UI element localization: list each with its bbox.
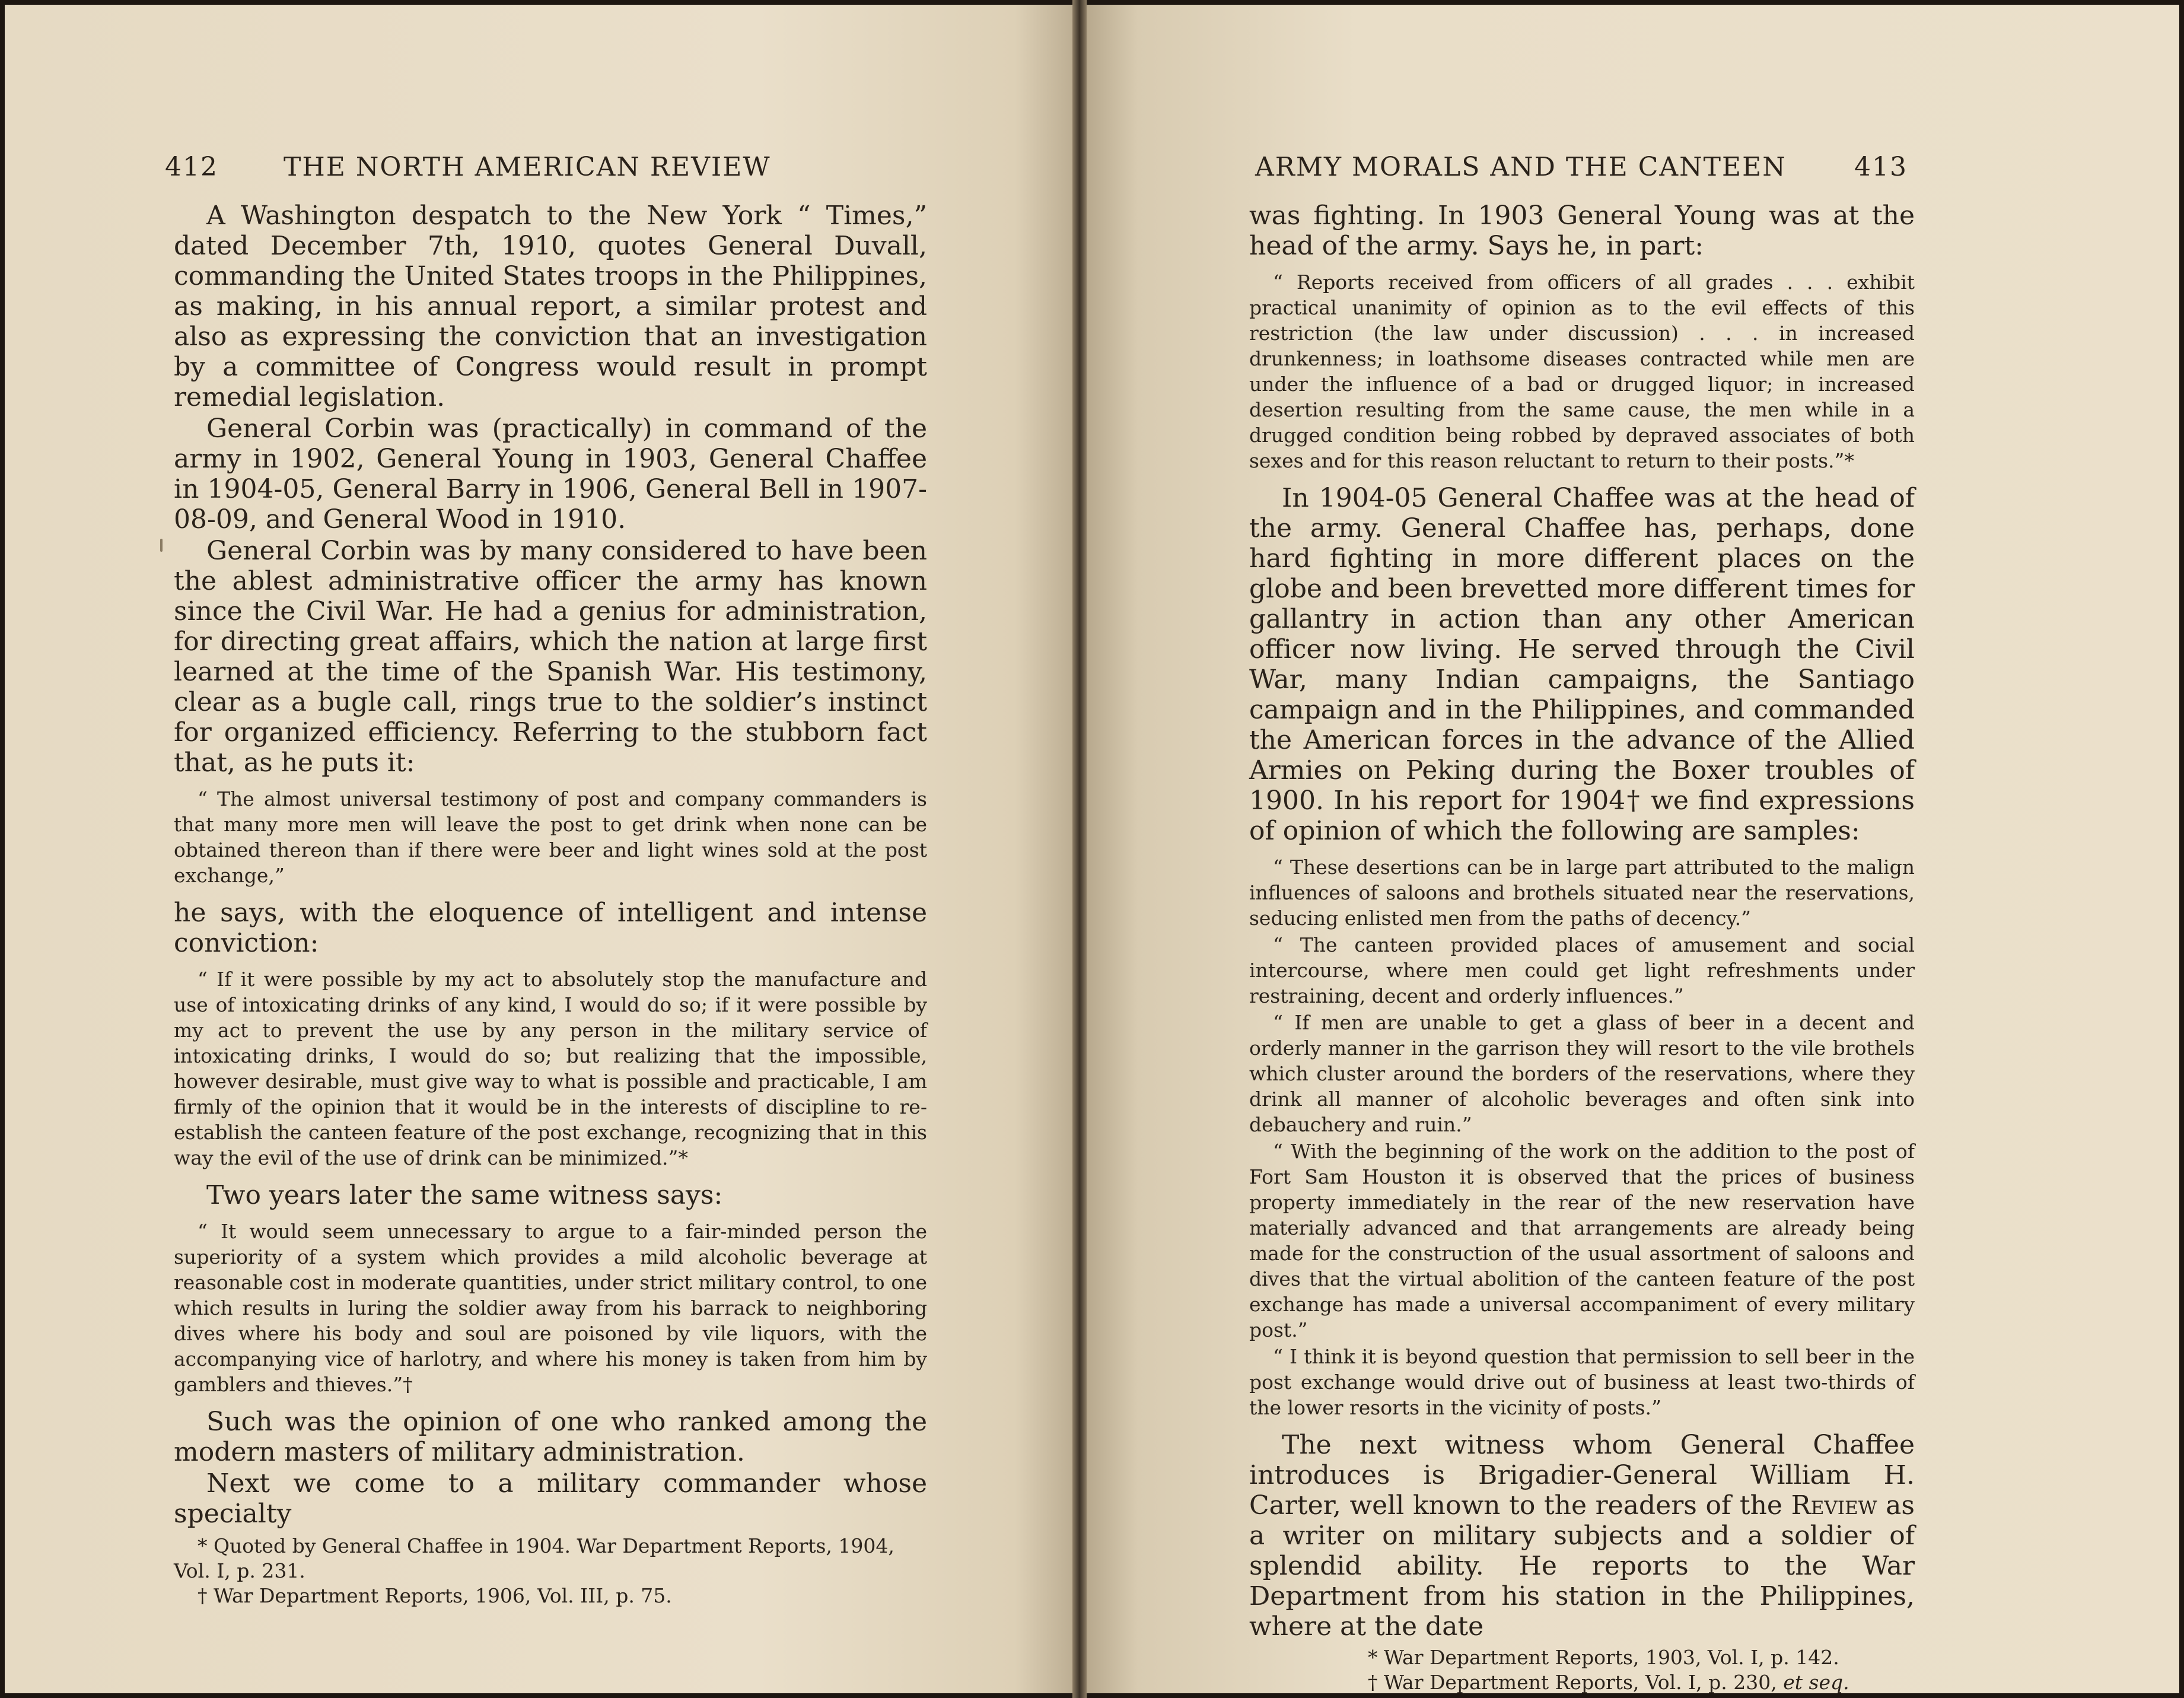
left-running-head: THE NORTH AMERICAN REVIEW <box>284 152 771 182</box>
block-quote: “ With the beginning of the work on the addition to the post of Fort Sam Houston it is observed that the prices of business property immediately in the rear of the new reservation have materially advanced and that arrangements are already being made for the construction of the usual assortment of saloons and dives that the virtual abolition of the canteen feature of the post exchange has made a universal accompaniment of every military post.” <box>1249 1140 1915 1341</box>
paragraph-text: as a writer on military subjects and a soldier of splendid ability. He reports to the War Department from his station in the Philippines, where at the date <box>1249 1490 1915 1642</box>
block-quote: “ Reports received from officers of all grades . . . exhibit practical unanimity of opinion as to the evil effects of this restriction (the law under discussion) . . . in increased drunkenness; in loathsome diseases contracted while men are under the influence of a bad or drugged liquor; in increased desertion resulting from the same cause, the men while in a drugged condition being robbed by depraved associates of both sexes and for this reason reluctant to return to their posts.”* <box>1249 271 1915 472</box>
right-page-number: 413 <box>1854 152 1908 182</box>
paragraph: General Corbin was (practically) in command of the army in 1902, General Young in 1903, General Chaffee in 1904-05, General Barry in 1906, General Bell in 1907-08-09, and General Wood in 1910. <box>174 414 927 535</box>
right-page-header <box>1255 152 1908 187</box>
right-text-column <box>1249 201 1915 1693</box>
paragraph: he says, with the eloquence of intelligent and intense conviction: <box>174 898 927 958</box>
block-quote: “ It would seem unnecessary to argue to a fair-minded person the superiority of a system which provides a mild alcoholic beverage at reasonable cost in moderate quantities, under strict military control, to one which results in luring the soldier away from his barrack to neighboring dives where his body and soul are poisoned by vile liquors, with the accompanying vice of harlotry, and where his money is taken from him by gamblers and thieves.”† <box>174 1220 927 1396</box>
left-page-header <box>165 152 936 187</box>
right-page <box>1083 5 2179 1693</box>
block-quote: “ If it were possible by my act to absolutely stop the manufacture and use of intoxicating drinks of any kind, I would do so; if it were possible by my act to prevent the use by any person in the military service of intoxicating drinks, I would do so; but realizing that the impossible, however desirable, must give way to what is possible and practicable, I am firmly of the opinion that it would be in the interests of discipline to re-establish the canteen feature of the post exchange, recognizing that in this way the evil of the use of drink can be minimized.”* <box>174 968 927 1169</box>
paragraph-text: The next witness whom General Chaffee introduces is Brigadier-General William H. Carter, well known to the readers of the <box>1249 1430 1915 1521</box>
paragraph: In 1904-05 General Chaffee was at the head of the army. General Chaffee has, perhaps, done hard fighting in more different places on the globe and been brevetted more different times for gallantry in action than any other American officer now living. He served through the Civil War, many Indian campaigns, the Santiago campaign and in the Philippines, and commanded the American forces in the advance of the Allied Armies on Peking during the Boxer troubles of 1900. In his report for 1904† we find expressions of opinion of which the following are samples: <box>1249 483 1915 846</box>
paragraph: Next we come to a military commander whose specialty <box>174 1468 927 1529</box>
left-page <box>5 5 1080 1693</box>
margin-mark <box>160 539 163 552</box>
footnote-italic: et seq. <box>1783 1671 1849 1693</box>
right-running-head: ARMY MORALS AND THE CANTEEN <box>1255 152 1787 182</box>
block-quote: “ I think it is beyond question that permission to sell beer in the post exchange would drive out of business at least two-thirds of the lower resorts in the vicinity of posts.” <box>1249 1345 1915 1419</box>
book-gutter <box>1072 0 1087 1698</box>
paragraph: was fighting. In 1903 General Young was at the head of the army. Says he, in part: <box>1249 201 1915 261</box>
left-page-number: 412 <box>165 152 218 182</box>
block-quote: “ The almost universal testimony of post and company commanders is that many more men will leave the post to get drink when none can be obtained thereon than if there were beer and light wines sold at the post exchange,” <box>174 787 927 887</box>
footnote: * War Department Reports, 1903, Vol. I, p. 142. <box>1368 1646 1839 1669</box>
footnote: * Quoted by General Chaffee in 1904. War Department Reports, 1904, Vol. I, p. 231. <box>174 1534 894 1582</box>
block-quote: “ These desertions can be in large part attributed to the malign influences of saloons and brothels situated near the reservations, seducing enlisted men from the paths of decency.” <box>1249 856 1915 930</box>
block-quote: “ If men are unable to get a glass of beer in a decent and orderly manner in the garrison they will resort to the vile brothels which cluster around the borders of the reservations, where they drink all manner of alcoholic beverages and often sink into debauchery and ruin.” <box>1249 1011 1915 1136</box>
block-quote: “ The canteen provided places of amusement and social intercourse, where men could get light refreshments under restraining, decent and orderly influences.” <box>1249 933 1915 1007</box>
review-small-caps: Review <box>1791 1490 1877 1521</box>
paragraph: Two years later the same witness says: <box>206 1180 723 1210</box>
footnote <box>1249 1670 1915 1693</box>
paragraph: A Washington despatch to the New York “ Times,” dated December 7th, 1910, quotes General Duvall, commanding the United States troops in the Philippines, as making, in his annual report, a similar protest and also as expressing the conviction that an investigation by a committee of Congress would result in prompt remedial legislation. <box>174 201 927 412</box>
left-text-column <box>174 201 927 1608</box>
paragraph <box>1249 1430 1915 1642</box>
paragraph: General Corbin was by many considered to have been the ablest administrative officer the army has known since the Civil War. He had a genius for administration, for directing great affairs, which the nation at large first learned at the time of the Spanish War. His testimony, clear as a bugle call, rings true to the soldier’s instinct for organized efficiency. Referring to the stubborn fact that, as he puts it: <box>174 536 927 778</box>
paragraph: Such was the opinion of one who ranked among the modern masters of military administration. <box>174 1407 927 1467</box>
footnote-text: † War Department Reports, Vol. I, p. 230, <box>1368 1671 1784 1693</box>
footnote: † War Department Reports, 1906, Vol. III, p. 75. <box>198 1584 672 1607</box>
